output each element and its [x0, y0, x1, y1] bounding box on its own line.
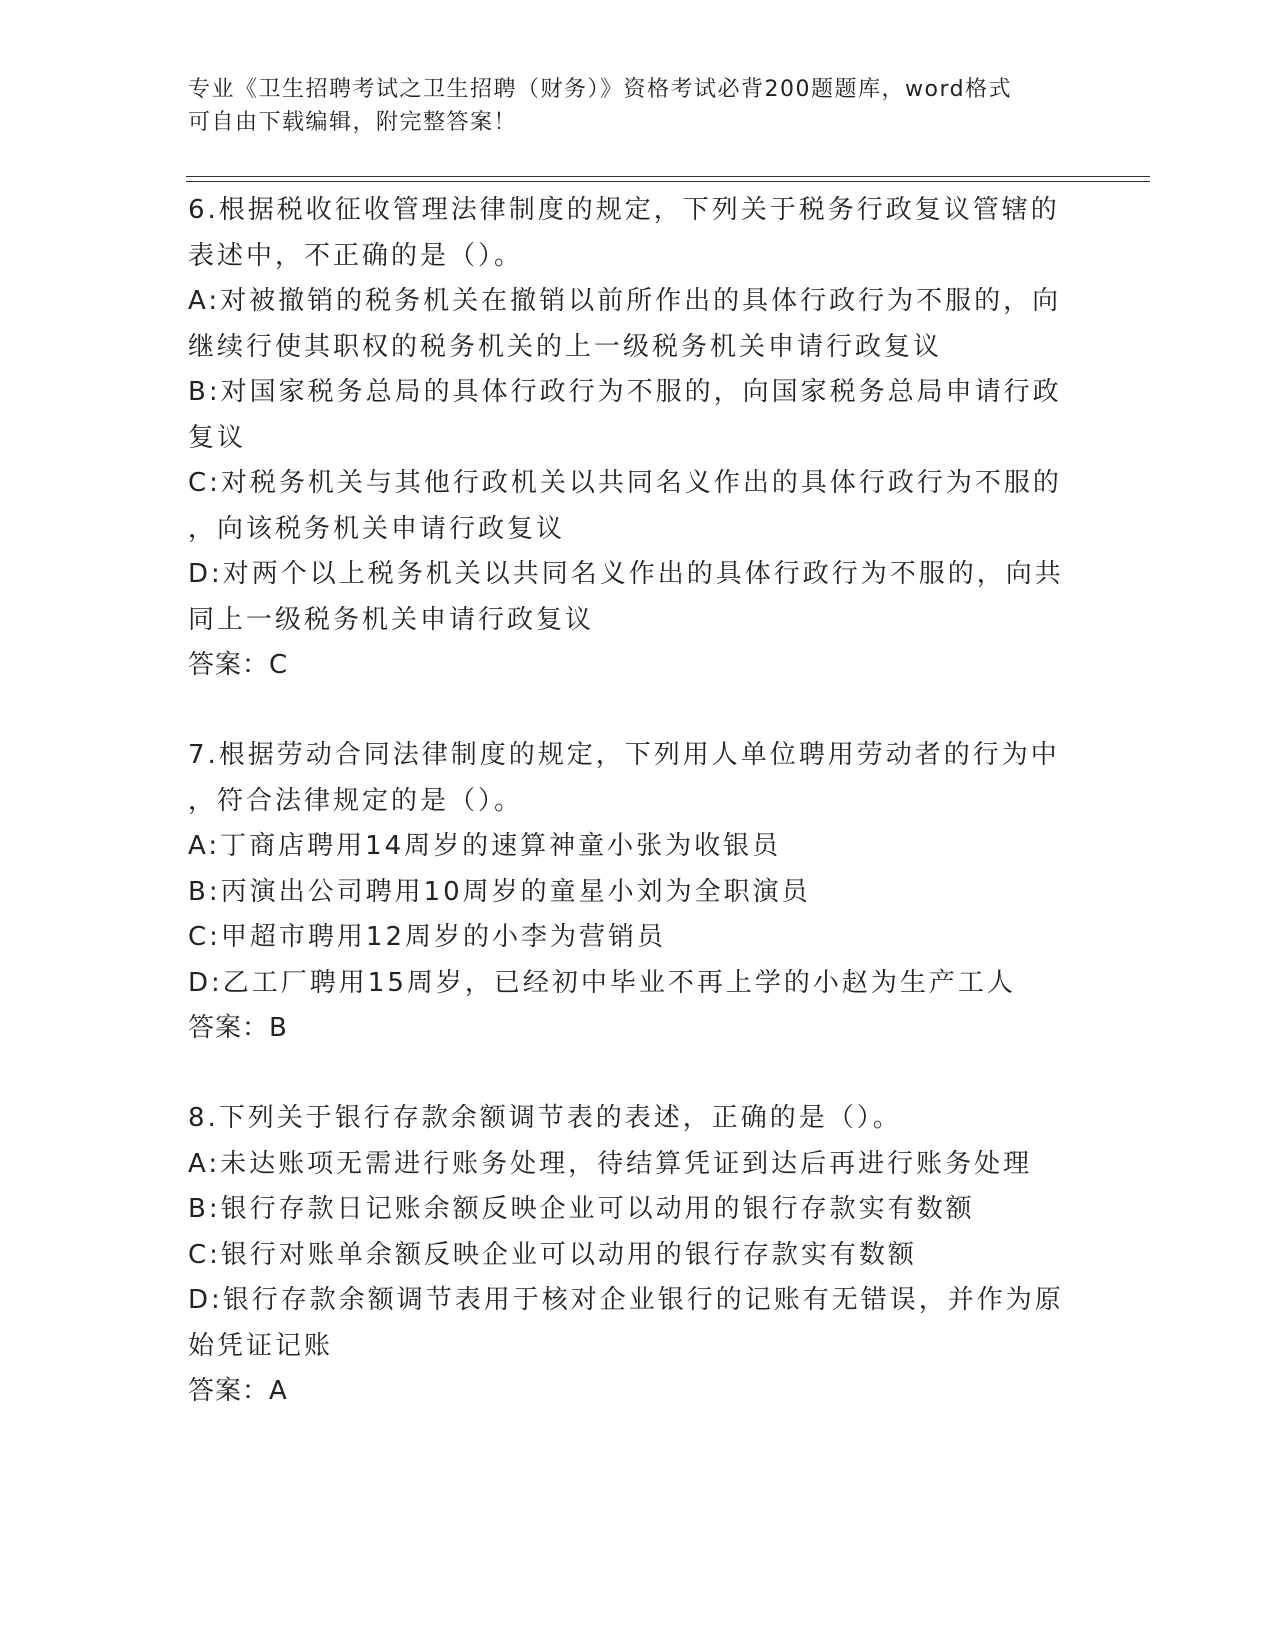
question-6-option-a-line-1: A:对被撤销的税务机关在撤销以前所作出的具体行政行为不服的，向 [188, 286, 1062, 316]
question-7-stem-line-2: ，符合法律规定的是（）。 [188, 785, 524, 816]
question-8-option-c: C:银行对账单余额反映企业可以动用的银行存款实有数额 [188, 1239, 917, 1270]
question-6-option-c-line-2: ，向该税务机关申请行政复议 [188, 513, 566, 544]
question-8-answer: 答案：A [188, 1376, 288, 1406]
header-divider-top [186, 176, 1150, 177]
question-6-answer: 答案：C [188, 650, 289, 680]
question-6 [188, 188, 1088, 689]
header-divider-bottom [186, 181, 1150, 182]
question-7-option-c: C:甲超市聘用12周岁的小李为营销员 [188, 922, 666, 952]
question-7-option-a: A:丁商店聘用14周岁的速算神童小张为收银员 [188, 831, 782, 861]
question-8-option-d-line-1: D:银行存款余额调节表用于核对企业银行的记账有无错误，并作为原 [188, 1285, 1064, 1315]
question-7-answer: 答案：B [188, 1013, 288, 1043]
question-7-option-d: D:乙工厂聘用15周岁，已经初中毕业不再上学的小赵为生产工人 [188, 967, 1016, 998]
question-7-stem-line-1: 7.根据劳动合同法律制度的规定，下列用人单位聘用劳动者的行为中 [188, 740, 1060, 770]
question-6-option-b-line-2: 复议 [188, 422, 247, 453]
question-6-option-b-line-1: B:对国家税务总局的具体行政行为不服的，向国家税务总局申请行政 [188, 377, 1062, 407]
question-6-option-c-line-1: C:对税务机关与其他行政机关以共同名义作出的具体行政行为不服的 [188, 468, 1062, 498]
question-8-option-a: A:未达账项无需进行账务处理，待结算凭证到达后再进行账务处理 [188, 1148, 1033, 1179]
question-8-option-d-line-2: 始凭证记账 [188, 1330, 334, 1361]
question-6-stem-line-2: 表述中，不正确的是（）。 [188, 240, 524, 271]
question-8-option-b: B:银行存款日记账余额反映企业可以动用的银行存款实有数额 [188, 1194, 975, 1224]
question-6-option-a-line-2: 继续行使其职权的税务机关的上一级税务机关申请行政复议 [188, 331, 943, 362]
question-6-option-d-line-2: 同上一级税务机关申请行政复议 [188, 604, 595, 635]
document-header [188, 73, 1068, 139]
header-line-1: 专业《卫生招聘考试之卫生招聘（财务）》资格考试必背200题题库，word格式 [188, 77, 1013, 102]
header-line-2: 可自由下载编辑，附完整答案！ [188, 110, 518, 135]
question-6-option-d-line-1: D:对两个以上税务机关以共同名义作出的具体行政行为不服的，向共 [188, 559, 1064, 589]
question-8 [188, 1096, 1088, 1415]
question-6-stem-line-1: 6.根据税收征收管理法律制度的规定，下列关于税务行政复议管辖的 [188, 195, 1060, 225]
question-7 [188, 733, 1088, 1052]
question-7-option-b: B:丙演出公司聘用10周岁的童星小刘为全职演员 [188, 876, 811, 907]
question-8-stem: 8.下列关于银行存款余额调节表的表述，正确的是（）。 [188, 1103, 902, 1133]
